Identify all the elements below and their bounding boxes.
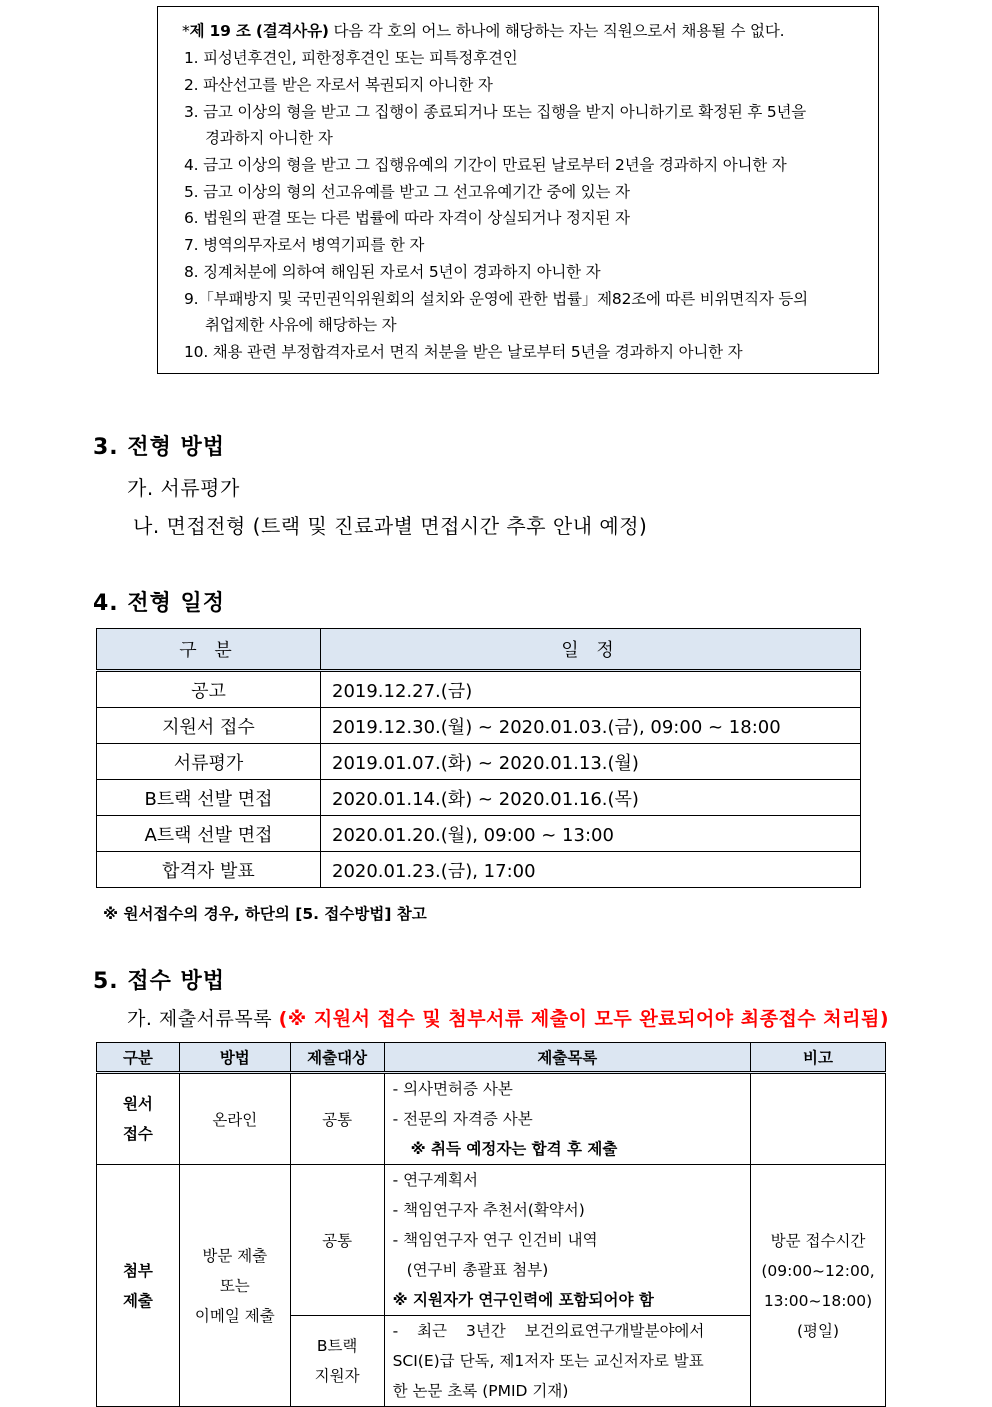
article-item-5: 5. 금고 이상의 형의 선고유예를 받고 그 선고유예기간 중에 있는 자 bbox=[184, 183, 630, 201]
docs-header-list: 제출목록 bbox=[384, 1043, 750, 1073]
disqualification-box bbox=[157, 6, 879, 374]
remark-line: 13:00~18:00) bbox=[763, 1291, 873, 1310]
article-item-10: 10. 채용 관련 부정합격자로서 면직 처분을 받은 날로부터 5년을 경과하지 아니한 자 bbox=[184, 343, 743, 361]
article-title-line bbox=[182, 19, 784, 41]
section3-heading: 3. 전형 방법 bbox=[93, 435, 225, 460]
table-row bbox=[97, 671, 861, 708]
list-item: - 책임연구자 연구 인건비 내역 bbox=[392, 1231, 598, 1249]
docs-remark-visit-hours bbox=[751, 1165, 886, 1407]
remark-line: (09:00~12:00, bbox=[761, 1261, 875, 1280]
method-line: 방문 제출 bbox=[202, 1246, 268, 1265]
schedule-cell-label: A트랙 선발 면접 bbox=[97, 816, 321, 852]
schedule-header-category: 구 분 bbox=[97, 629, 321, 671]
category-line: 접수 bbox=[122, 1125, 153, 1143]
schedule-cell-label: 서류평가 bbox=[97, 744, 321, 780]
section3-item-a: 가. 서류평가 bbox=[127, 476, 240, 500]
docs-target-common: 공통 bbox=[290, 1073, 384, 1165]
list-item: SCI(E)급 단독, 제1저자 또는 교신저자로 발표 bbox=[392, 1352, 704, 1370]
schedule-cell-date: 2020.01.23.(금), 17:00 bbox=[321, 852, 861, 888]
schedule-header-row bbox=[97, 629, 861, 671]
schedule-cell-label: 지원서 접수 bbox=[97, 708, 321, 744]
docs-list-application bbox=[384, 1073, 750, 1165]
section3-item-b: 나. 면접전형 (트랙 및 진료과별 면접시간 추후 안내 예정) bbox=[133, 514, 648, 538]
schedule-table bbox=[96, 628, 861, 888]
schedule-cell-date: 2019.01.07.(화) ~ 2020.01.13.(월) bbox=[321, 744, 861, 780]
list-note: ※ 지원자가 연구인력에 포함되어야 함 bbox=[392, 1291, 654, 1309]
remark-line: 방문 접수시간 bbox=[770, 1231, 866, 1250]
table-row bbox=[97, 1165, 886, 1316]
table-row bbox=[97, 780, 861, 816]
schedule-cell-label: 합격자 발표 bbox=[97, 852, 321, 888]
section5-sub-label: 가. 제출서류목록 bbox=[127, 1008, 279, 1030]
schedule-cell-date: 2020.01.20.(월), 09:00 ~ 13:00 bbox=[321, 816, 861, 852]
category-line: 원서 bbox=[122, 1095, 153, 1113]
section4-heading: 4. 전형 일정 bbox=[93, 591, 225, 616]
section5-heading: 5. 접수 방법 bbox=[93, 969, 225, 994]
article-item-1: 1. 피성년후견인, 피한정후견인 또는 피특정후견인 bbox=[184, 49, 518, 67]
list-item: (연구비 총괄표 첨부) bbox=[406, 1261, 549, 1279]
docs-list-common bbox=[384, 1165, 750, 1316]
article-item-3: 3. 금고 이상의 형을 받고 그 집행이 종료되거나 또는 집행을 받지 아니하기로 확정된 후 5년을 bbox=[184, 103, 807, 121]
schedule-header-date: 일 정 bbox=[321, 629, 861, 671]
article-item-3-cont: 경과하지 아니한 자 bbox=[205, 129, 333, 147]
table-row bbox=[97, 708, 861, 744]
docs-header-target: 제출대상 bbox=[290, 1043, 384, 1073]
remark-line: (평일) bbox=[796, 1321, 840, 1340]
article-item-2: 2. 파산선고를 받은 자로서 복권되지 아니한 자 bbox=[184, 76, 493, 94]
docs-list-b-track bbox=[384, 1316, 750, 1407]
method-line: 또는 bbox=[219, 1276, 250, 1295]
article-item-9-cont: 취업제한 사유에 해당하는 자 bbox=[205, 316, 397, 334]
docs-target-b-track bbox=[290, 1316, 384, 1407]
category-line: 제출 bbox=[122, 1291, 153, 1310]
list-item: - 연구계획서 bbox=[392, 1171, 478, 1189]
docs-target-common-2: 공통 bbox=[290, 1165, 384, 1316]
section5-sub-note: (※ 지원서 접수 및 첨부서류 제출이 모두 완료되어야 최종접수 처리됨) bbox=[278, 1008, 890, 1030]
article-item-6: 6. 법원의 판결 또는 다른 법률에 따라 자격이 상실되거나 정지된 자 bbox=[184, 209, 630, 227]
docs-header-row bbox=[97, 1043, 886, 1073]
table-row bbox=[97, 852, 861, 888]
article-intro: 다음 각 호의 어느 하나에 해당하는 자는 직원으로서 채용될 수 없다. bbox=[328, 22, 785, 40]
docs-category-application bbox=[97, 1073, 180, 1165]
docs-header-category: 구분 bbox=[97, 1043, 180, 1073]
target-line: B트랙 bbox=[316, 1337, 358, 1355]
article-item-9: 9.「부패방지 및 국민권익위원회의 설치와 운영에 관한 법률」제82조에 따른 비위면직자 등의 bbox=[184, 290, 808, 308]
schedule-cell-date: 2020.01.14.(화) ~ 2020.01.16.(목) bbox=[321, 780, 861, 816]
article-item-4: 4. 금고 이상의 형을 받고 그 집행유예의 기간이 만료된 날로부터 2년을 경과하지 아니한 자 bbox=[184, 156, 787, 174]
docs-method-visit-email bbox=[179, 1165, 290, 1407]
docs-header-method: 방법 bbox=[179, 1043, 290, 1073]
list-item: - 전문의 자격증 사본 bbox=[392, 1110, 533, 1128]
documents-table bbox=[96, 1042, 886, 1407]
list-item: - 최근 3년간 보건의료연구개발분야에서 bbox=[392, 1322, 705, 1340]
article-item-7: 7. 병역의무자로서 병역기피를 한 자 bbox=[184, 236, 425, 254]
list-item: - 의사면허증 사본 bbox=[392, 1080, 513, 1098]
list-item: - 책임연구자 추천서(확약서) bbox=[392, 1201, 585, 1219]
docs-header-remark: 비고 bbox=[751, 1043, 886, 1073]
section5-subtitle bbox=[127, 1004, 889, 1031]
method-line: 이메일 제출 bbox=[194, 1306, 275, 1325]
article-item-8: 8. 징계처분에 의하여 해임된 자로서 5년이 경과하지 아니한 자 bbox=[184, 263, 601, 281]
target-line: 지원자 bbox=[314, 1367, 360, 1385]
category-line: 첨부 bbox=[122, 1261, 153, 1280]
application-notice: ※ 원서접수의 경우, 하단의 [5. 접수방법] 참고 bbox=[103, 905, 427, 923]
table-row bbox=[97, 1073, 886, 1165]
docs-remark-empty bbox=[751, 1073, 886, 1165]
docs-method-online: 온라인 bbox=[179, 1073, 290, 1165]
table-row bbox=[97, 744, 861, 780]
article-title: 제 19 조 (결격사유) bbox=[189, 22, 329, 40]
schedule-cell-date: 2019.12.30.(월) ~ 2020.01.03.(금), 09:00 ~ 18:00 bbox=[321, 708, 861, 744]
docs-category-attachment bbox=[97, 1165, 180, 1407]
list-note: ※ 취득 예정자는 합격 후 제출 bbox=[410, 1140, 618, 1158]
schedule-cell-label: 공고 bbox=[97, 671, 321, 708]
schedule-cell-date: 2019.12.27.(금) bbox=[321, 671, 861, 708]
article-prefix: * bbox=[182, 22, 190, 40]
table-row bbox=[97, 816, 861, 852]
schedule-cell-label: B트랙 선발 면접 bbox=[97, 780, 321, 816]
list-item: 한 논문 초록 (PMID 기재) bbox=[392, 1382, 569, 1400]
